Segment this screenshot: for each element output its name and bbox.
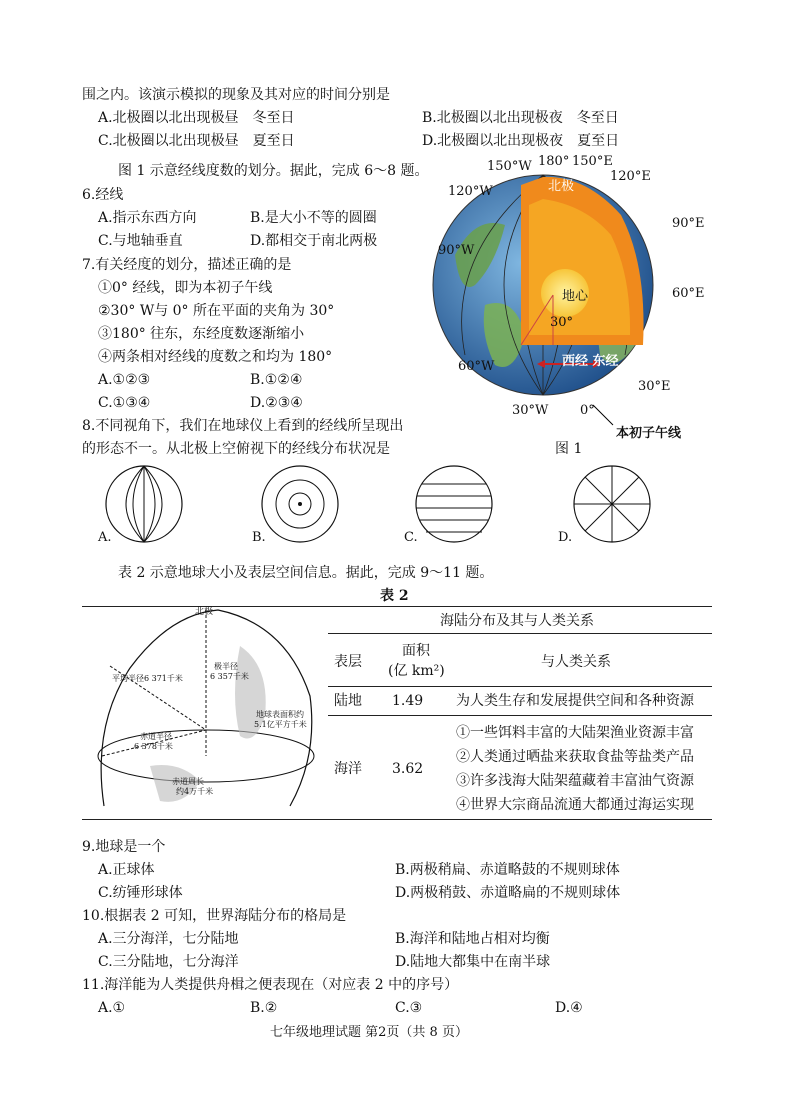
q7-option-a[interactable]: A.①②③ bbox=[98, 372, 151, 388]
q9-option-d[interactable]: D.两极稍鼓、赤道略扁的不规则球体 bbox=[395, 885, 621, 901]
q8-option-c-figure[interactable] bbox=[412, 462, 496, 546]
q9-stem: 9.地球是一个 bbox=[82, 839, 166, 855]
q8-option-b-figure[interactable] bbox=[258, 462, 342, 546]
fig1-label-north: 北极 bbox=[548, 179, 575, 194]
fig1-label-0: 0° bbox=[580, 403, 595, 418]
page-footer: 七年级地理试题 第2页（共 8 页） bbox=[270, 1025, 468, 1040]
q11-option-b[interactable]: B.② bbox=[250, 1000, 278, 1016]
table2-globe-area: 地球表面积约 bbox=[256, 710, 304, 719]
table2-col-area-1: 面积 bbox=[402, 643, 430, 659]
table2-row1-rule bbox=[328, 715, 712, 716]
q8-stem-1: 8.不同视角下，我们在地球仪上看到的经线所呈现出 bbox=[82, 418, 404, 434]
table2-globe-avg-r: 平均半径6 371千米 bbox=[112, 674, 183, 683]
table2-row-land-area: 1.49 bbox=[392, 693, 424, 709]
fig1-label-west-east: 西经 东经 bbox=[562, 354, 619, 369]
q9-option-b[interactable]: B.两极稍扁、赤道略鼓的不规则球体 bbox=[395, 862, 620, 878]
q6-option-c[interactable]: C.与地轴垂直 bbox=[98, 233, 183, 249]
table2-globe-north: 北极 bbox=[195, 607, 214, 617]
q7-item-1: ①0° 经线，即为本初子午线 bbox=[98, 280, 273, 296]
q6-stem: 6.经线 bbox=[82, 187, 124, 203]
intro-6-8: 图 1 示意经线度数的划分。据此，完成 6～8 题。 bbox=[118, 163, 429, 179]
q9-option-c[interactable]: C.纺锤形球体 bbox=[98, 885, 183, 901]
table2-row-land-relation: 为人类生存和发展提供空间和各种资源 bbox=[456, 693, 694, 709]
q6-option-a[interactable]: A.指示东西方向 bbox=[98, 210, 197, 226]
q8-option-b-label[interactable]: B. bbox=[252, 530, 266, 545]
intro-9-11: 表 2 示意地球大小及表层空间信息。据此，完成 9～11 题。 bbox=[118, 565, 494, 581]
q8-option-d-figure[interactable] bbox=[570, 462, 654, 546]
q11-option-c[interactable]: C.③ bbox=[395, 1000, 423, 1016]
q7-item-3: ③180° 往东，东经度数逐渐缩小 bbox=[98, 326, 305, 342]
q8-option-a-label[interactable]: A. bbox=[98, 530, 112, 545]
table2-title: 表 2 bbox=[380, 588, 409, 604]
fig1-label-30: 30° bbox=[550, 315, 574, 330]
table2-row-ocean-layer: 海洋 bbox=[334, 761, 362, 777]
q5-option-a[interactable]: A.北极圈以北出现极昼 冬至日 bbox=[98, 110, 295, 126]
fig1-label-60e: 60°E bbox=[672, 286, 705, 301]
q7-option-d[interactable]: D.②③④ bbox=[250, 395, 303, 411]
fig1-label-120e: 120°E bbox=[610, 169, 651, 184]
q7-item-2: ②30° W与 0° 所在平面的夹角为 30° bbox=[98, 303, 335, 319]
table2-globe-polar-r: 极半径 bbox=[214, 662, 238, 671]
table2-row-ocean-area: 3.62 bbox=[392, 761, 424, 777]
q5-option-c[interactable]: C.北极圈以北出现极昼 夏至日 bbox=[98, 133, 295, 149]
table2-globe-area-val: 5.1亿平方千米 bbox=[254, 720, 307, 729]
q6-option-b[interactable]: B.是大小不等的圆圈 bbox=[250, 210, 377, 226]
table2-row-ocean-relation-1: ①一些饵料丰富的大陆架渔业资源丰富 bbox=[456, 725, 694, 741]
q9-option-a[interactable]: A.正球体 bbox=[98, 862, 155, 878]
q7-option-c[interactable]: C.①③④ bbox=[98, 395, 151, 411]
table2-bottom-rule bbox=[82, 819, 712, 820]
table2-globe-eq-r-val: 6 378千米 bbox=[134, 742, 173, 751]
table2-row-ocean-relation-2: ②人类通过晒盐来获取食盐等盐类产品 bbox=[456, 749, 694, 765]
fig1-label-180: 180° bbox=[538, 154, 570, 169]
table2-row-ocean-relation-3: ③许多浅海大陆架蕴藏着丰富油气资源 bbox=[456, 773, 694, 789]
fig1-label-90e: 90°E bbox=[672, 216, 705, 231]
q8-option-d-label[interactable]: D. bbox=[558, 530, 573, 545]
table2-col-area-2: (亿 km²) bbox=[388, 663, 445, 679]
fig1-label-150e: 150°E bbox=[572, 154, 613, 169]
table2-col-relation: 与人类关系 bbox=[541, 654, 611, 670]
fig1-label-30e: 30°E bbox=[638, 379, 671, 394]
q10-stem: 10.根据表 2 可知，世界海陆分布的格局是 bbox=[82, 908, 347, 924]
figure1-caption: 图 1 bbox=[555, 441, 583, 457]
table2-row-land-layer: 陆地 bbox=[334, 693, 362, 709]
q11-option-d[interactable]: D.④ bbox=[555, 1000, 583, 1016]
table2-row-ocean-relation-4: ④世界大宗商品流通大都通过海运实现 bbox=[456, 797, 694, 813]
table2-col-layer: 表层 bbox=[334, 654, 362, 670]
fig1-label-90w: 90°W bbox=[438, 243, 475, 258]
table2-globe-eq-r: 赤道半径 bbox=[140, 732, 172, 741]
fig1-label-60w: 60°W bbox=[458, 359, 495, 374]
table2-globe-eq-len: 赤道周长 bbox=[172, 777, 204, 786]
q10-option-c[interactable]: C.三分陆地，七分海洋 bbox=[98, 954, 239, 970]
q11-option-a[interactable]: A.① bbox=[98, 1000, 126, 1016]
q8-stem-2: 的形态不一。从北极上空俯视下的经线分布状况是 bbox=[82, 441, 390, 457]
q5-option-b[interactable]: B.北极圈以北出现极夜 冬至日 bbox=[422, 110, 619, 126]
fig1-label-prime: 本初子午线 bbox=[616, 426, 682, 441]
table2-header-rule bbox=[328, 633, 712, 634]
q6-option-d[interactable]: D.都相交于南北两极 bbox=[250, 233, 378, 249]
fig1-label-30w: 30°W bbox=[512, 403, 549, 418]
table2-globe-eq-len-val: 约4万千米 bbox=[176, 787, 214, 796]
q10-option-d[interactable]: D.陆地大都集中在南半球 bbox=[395, 954, 551, 970]
fig1-label-150w: 150°W bbox=[487, 159, 532, 174]
table2-globe-polar-r-val: 6 357千米 bbox=[210, 672, 249, 681]
q10-option-a[interactable]: A.三分海洋，七分陆地 bbox=[98, 931, 239, 947]
q5-stem-end: 围之内。该演示模拟的现象及其对应的时间分别是 bbox=[82, 87, 390, 103]
fig1-label-center: 地心 bbox=[562, 289, 589, 304]
q5-option-d[interactable]: D.北极圈以北出现极夜 夏至日 bbox=[422, 133, 620, 149]
table2-colhead-rule bbox=[328, 686, 712, 687]
table2-header-main: 海陆分布及其与人类关系 bbox=[440, 613, 594, 629]
q7-stem: 7.有关经度的划分，描述正确的是 bbox=[82, 257, 292, 273]
q7-option-b[interactable]: B.①②④ bbox=[250, 372, 303, 388]
q10-option-b[interactable]: B.海洋和陆地占相对均衡 bbox=[395, 931, 550, 947]
q11-stem: 11.海洋能为人类提供舟楫之便表现在（对应表 2 中的序号） bbox=[82, 977, 459, 993]
q8-option-a-figure[interactable] bbox=[102, 462, 186, 546]
q8-option-c-label[interactable]: C. bbox=[404, 530, 418, 545]
q7-item-4: ④两条相对经线的度数之和均为 180° bbox=[98, 349, 333, 365]
fig1-label-120w: 120°W bbox=[448, 184, 493, 199]
